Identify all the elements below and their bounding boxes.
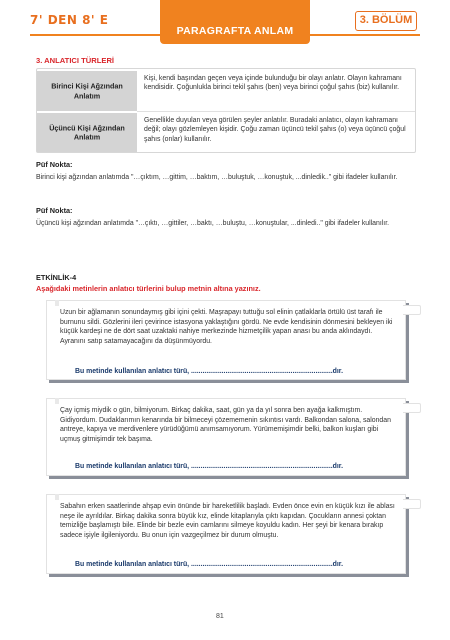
tip-title: Püf Nokta: [36, 206, 73, 215]
activity-instruction: Aşağıdaki metinlerin anlatıcı türlerini bulup metnin altına yazınız. [36, 284, 261, 293]
tip-text: Birinci kişi ağzından anlatımda "…çıktım, …gittim, …baktım, …buluştuk, …konuştuk, ...dinledik.." gibi ifadeler kullanılır. [36, 174, 398, 181]
tip-title: Püf Nokta: [36, 160, 73, 169]
passage-text: Uzun bir ağlamanın sonundaymış gibi içini çekti. Maşrapayı tuttuğu sol elinin çatlaklarla örtülü üst tarafı ile burnunu sildi. Gözlerini ileri çevirince istasyona yaklaştığını gördü. Ne evde kendisinin dönmesini bekleyen iki küçük kardeşi ne de dört saat uzaktaki nahiye merkezinde hizmetçilik yapan anası bu anda aklındaydı. Ayranını satıp satamayacağını da düşünmüyordu. [60, 309, 393, 345]
row-label-cell [37, 71, 137, 111]
chapter-badge: 3. BÖLÜM [355, 11, 417, 31]
tip-text: Üçüncü kişi ağzından anlatımda "…çıktı, …gittiler, …baktı, …buluştu, …konuştular, ...dinledi.." gibi ifadeler kullanılır. [36, 220, 390, 227]
passage-text: Sabahın erken saatlerinde ahşap evin önünde bir hareketlilik başladı. Evden önce evin en küçük kızı ile ablası neşe ile ayrıldılar. Birkaç dakika sonra büyük kız, elinde kitaplarıyla çıktı kapıdan. Çocukların annesi çoktan temizliğe başlamıştı bile. Elinde bir bezle evin camlarını silmeye koyuldu kadın. Her şeyi bir kenara bırakıp sadece işiyle ilgileniyordu. Bu onun için vazgeçilmez bir durum olmuştu. [60, 503, 395, 539]
passage-text: Çay içmiş miydik o gün, bilmiyorum. Birkaç dakika, saat, gün ya da yıl sonra ben ayağa kalkmıştım. Gidiyordum. Dudaklarımın kenarında bir bilmeceyi çözememenin sıkıntısı vardı. Balkondan salona, salondan antreye, kapıya ve merdivenlere yürüdüğümü anımsamıyorum. Yürümemişimdir belki, balkon kuşları gibi uçmuş gitmişimdir tek başıma. [60, 407, 391, 443]
card-tab [403, 403, 421, 413]
answer-line[interactable]: Bu metinde kullanılan anlatıcı türü, ..........................................................................dır. [75, 463, 344, 470]
card-tab [403, 499, 421, 509]
row-label-cell [37, 113, 137, 152]
answer-line[interactable]: Bu metinde kullanılan anlatıcı türü, ..........................................................................dır. [75, 368, 344, 375]
passage-card [46, 398, 406, 476]
narrator-types-table [36, 68, 416, 153]
passage-card [46, 494, 406, 574]
activity-title: ETKİNLİK-4 [36, 273, 77, 282]
subject-banner [160, 0, 310, 44]
row-label: Üçüncü Kişi Ağzından Anlatım [49, 123, 125, 142]
subject-title: PARAGRAFTA ANLAM [176, 25, 294, 37]
section-title: 3. ANLATICI TÜRLERİ [36, 56, 115, 65]
page-number: 81 [216, 613, 224, 620]
row-label: Birinci Kişi Ağzından Anlatım [51, 81, 123, 100]
passage-card [46, 300, 406, 380]
card-tab [403, 305, 421, 315]
table-divider [137, 111, 415, 112]
row-description: Genellikle duyulan veya görülen şeyler anlatılır. Buradaki anlatıcı, olayın kahramanı değil; olayı gözlemleyen kişidir. Çoğu zaman üçüncü tekil şahıs (o) veya üçüncü çoğul şahıs (onlar) kullanılır. [144, 117, 406, 143]
answer-line[interactable]: Bu metinde kullanılan anlatıcı türü, ..........................................................................dır. [75, 561, 344, 568]
grade-label: 7' DEN 8' E [30, 13, 109, 27]
row-description: Kişi, kendi başından geçen veya içinde bulunduğu bir olayı anlatır. Olayın kahramanı kendisidir. Çoğunlukla birinci tekil şahıs (ben) veya birinci çoğul şahıs (biz) kullanılır. [144, 75, 402, 92]
